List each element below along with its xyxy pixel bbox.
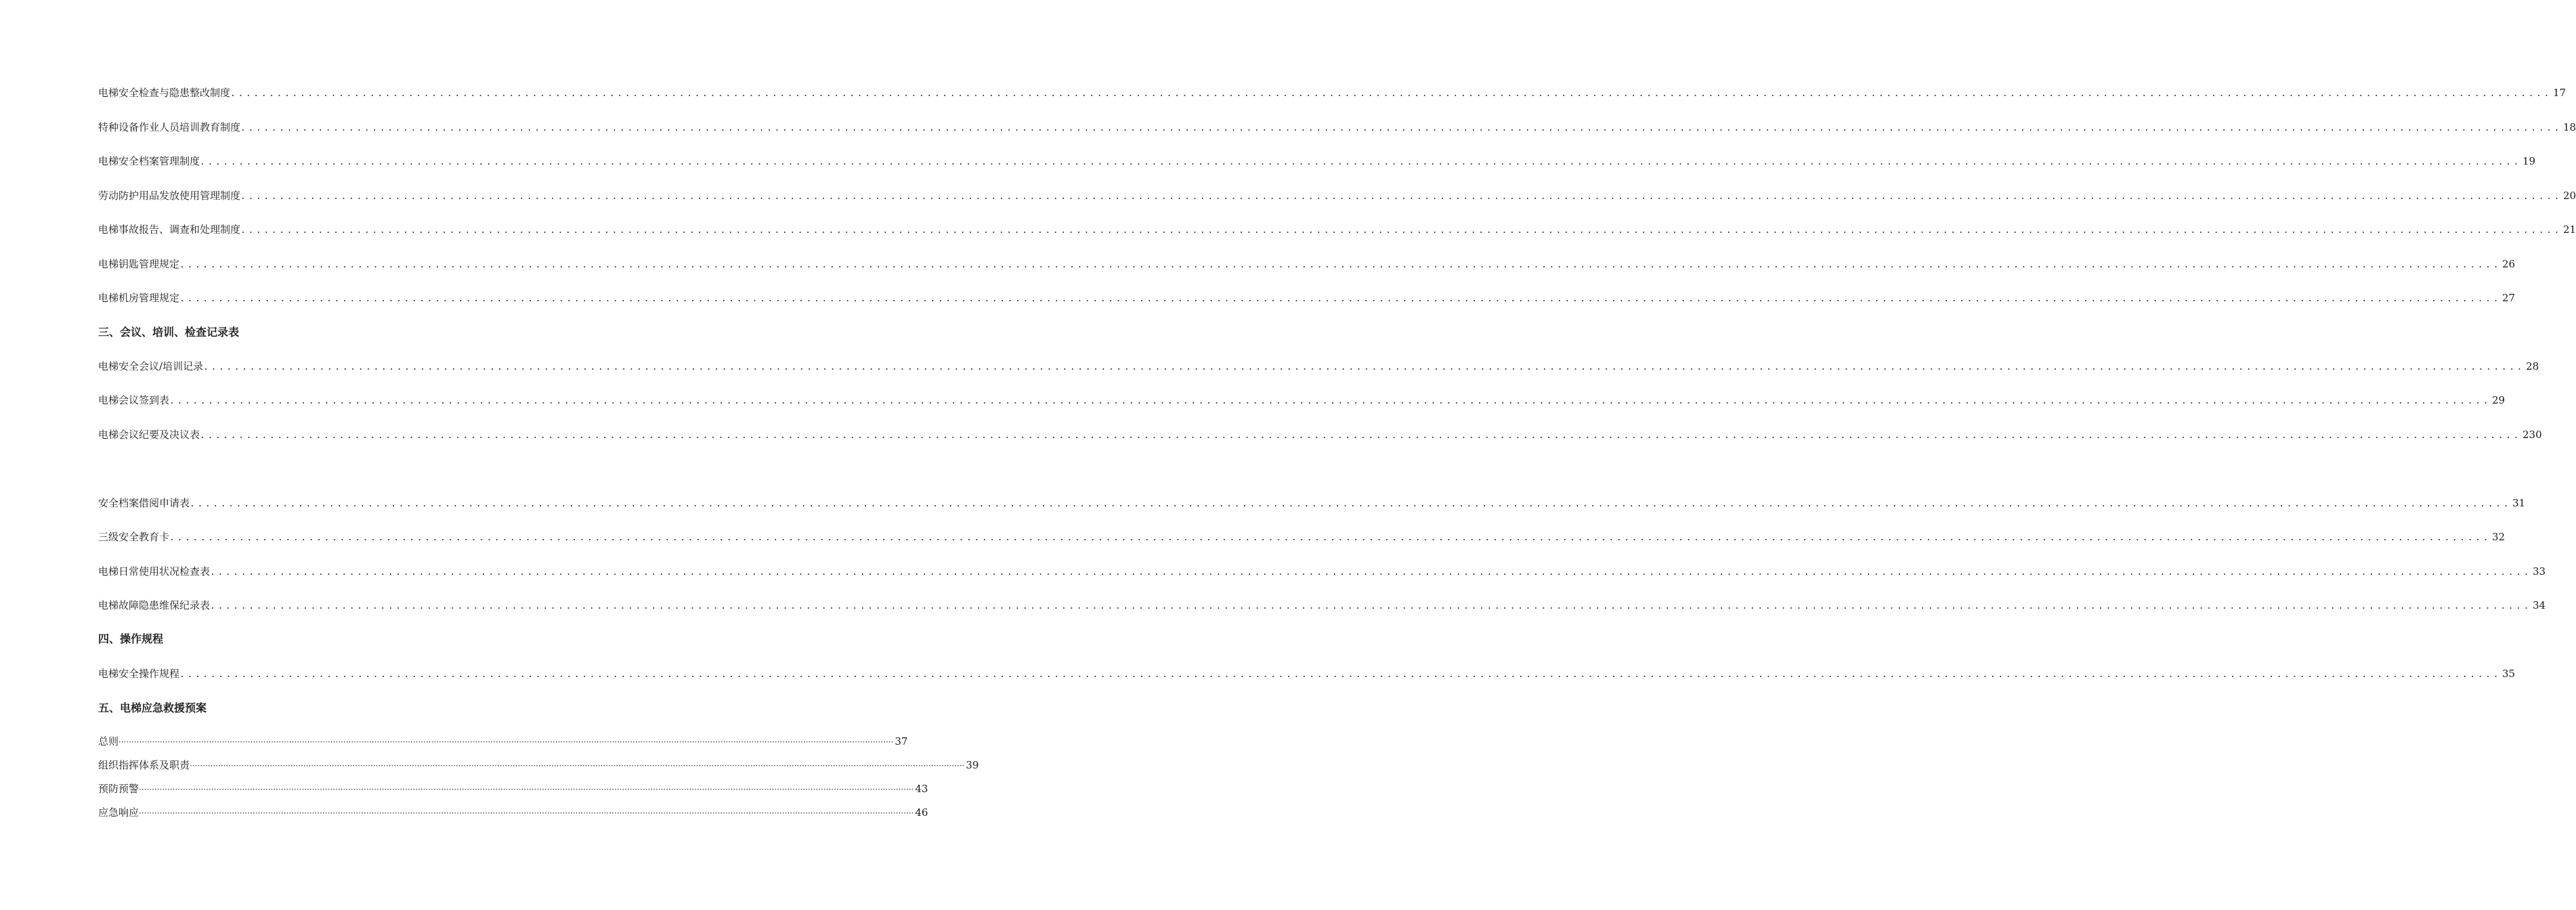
toc-entry[interactable] (98, 565, 2546, 580)
dot-leader: ............................................................................................................................................................................................................................................................................................................ (210, 601, 2532, 611)
toc-entry-title: 特种设备作业人员培训教育制度 (98, 121, 241, 133)
toc-entry[interactable] (98, 121, 2576, 135)
toc-entry[interactable] (98, 758, 979, 773)
toc-entry-page: 18 (2563, 121, 2576, 133)
toc-entry[interactable] (98, 782, 928, 796)
toc-entry[interactable] (98, 735, 908, 749)
toc-entry-title: 电梯钥匙管理规定 (98, 258, 180, 270)
toc-entry-page: 33 (2533, 565, 2546, 578)
toc-entry-page: 28 (2526, 360, 2539, 372)
toc-entry-title: 总则 (98, 735, 119, 748)
dot-leader: ............................................................................................................................................................................................................................................................................................................ (240, 225, 2562, 236)
dot-leader: ............................................................................................................................................................................................................................................................................................................ (179, 260, 2502, 270)
dot-leader: ············································································································································································································································································································ (139, 785, 914, 794)
toc-entry-title: 电梯安全会议/培训记录 (98, 360, 204, 372)
toc-entry-page: 46 (915, 806, 928, 819)
dot-leader: ............................................................................................................................................................................................................................................................................................................ (230, 89, 2552, 99)
toc-entry-title: 应急响应 (98, 806, 139, 819)
toc-entry-title: 电梯日常使用状况检查表 (98, 565, 211, 578)
dot-leader: ............................................................................................................................................................................................................................................................................................................ (179, 294, 2502, 304)
toc-entry-page: 26 (2502, 258, 2516, 270)
dot-leader: ............................................................................................................................................................................................................................................................................................................ (190, 499, 2512, 509)
toc-entry-page: 230 (2523, 429, 2542, 441)
dot-leader: ............................................................................................................................................................................................................................................................................................................ (240, 192, 2562, 202)
toc-entry-page: 37 (895, 735, 908, 748)
toc-entry[interactable] (98, 496, 2526, 511)
toc-entry-title: 三级安全教育卡 (98, 531, 170, 543)
toc-entry-page: 27 (2502, 292, 2516, 304)
toc-entry[interactable] (98, 223, 2576, 238)
section-heading: 五、电梯应急救援预案 (98, 701, 207, 714)
toc-entry[interactable] (98, 806, 928, 820)
dot-leader: ············································································································································································································································································································ (190, 761, 965, 771)
toc-entry-title: 安全档案借阅申请表 (98, 497, 190, 509)
toc-entry-page: 17 (2553, 87, 2567, 99)
toc-entry-title: 预防预警 (98, 783, 139, 795)
toc-entry[interactable] (98, 360, 2539, 374)
toc-entry[interactable] (98, 428, 2542, 443)
toc-entry-title: 电梯安全检查与隐患整改制度 (98, 87, 231, 99)
toc-entry-title: 组织指挥体系及职责 (98, 759, 190, 771)
dot-leader: ............................................................................................................................................................................................................................................................................................................ (179, 670, 2502, 680)
toc-entry-title: 电梯会议纪要及决议表 (98, 429, 200, 441)
section-heading: 三、会议、培训、检查记录表 (98, 326, 240, 339)
dot-leader: ............................................................................................................................................................................................................................................................................................................ (200, 157, 2522, 167)
toc-entry-title: 电梯机房管理规定 (98, 292, 180, 304)
toc-entry[interactable] (98, 667, 2516, 682)
dot-leader: ............................................................................................................................................................................................................................................................................................................ (169, 396, 2491, 406)
toc-entry-page: 29 (2492, 394, 2506, 406)
toc-entry-title: 电梯安全操作规程 (98, 668, 180, 680)
toc-entry-page: 21 (2563, 223, 2576, 236)
toc-entry[interactable] (98, 530, 2506, 545)
toc-entry[interactable] (98, 291, 2516, 306)
toc-entry-title: 电梯故障隐患维保纪录表 (98, 599, 211, 611)
toc-entry[interactable] (98, 599, 2546, 613)
toc-entry-page: 20 (2563, 190, 2576, 202)
toc-entry[interactable] (98, 257, 2516, 272)
toc-entry-page: 31 (2512, 497, 2526, 509)
toc-entry[interactable] (98, 393, 2506, 408)
toc-entry-page: 39 (966, 759, 979, 771)
dot-leader: ............................................................................................................................................................................................................................................................................................................ (200, 431, 2522, 441)
toc-entry-page: 34 (2533, 599, 2546, 611)
toc-entry[interactable] (98, 86, 2567, 101)
toc-entry-title: 劳动防护用品发放使用管理制度 (98, 190, 241, 202)
toc-entry-page: 32 (2492, 531, 2506, 543)
toc-entry-page: 35 (2502, 668, 2516, 680)
toc-entry-title: 电梯事故报告、调查和处理制度 (98, 223, 241, 236)
dot-leader: ············································································································································································································································································································ (139, 808, 914, 818)
dot-leader: ............................................................................................................................................................................................................................................................................................................ (240, 123, 2562, 133)
dot-leader: ············································································································································································································································································································ (119, 737, 894, 747)
toc-entry-page: 19 (2523, 155, 2536, 167)
toc-entry[interactable] (98, 189, 2576, 204)
section-heading: 四、操作规程 (98, 632, 164, 645)
toc-entry-title: 电梯安全档案管理制度 (98, 155, 200, 167)
toc-entry-page: 43 (915, 783, 928, 795)
dot-leader: ............................................................................................................................................................................................................................................................................................................ (210, 567, 2532, 578)
dot-leader: ............................................................................................................................................................................................................................................................................................................ (203, 362, 2525, 372)
dot-leader: ............................................................................................................................................................................................................................................................................................................ (169, 533, 2491, 543)
toc-entry[interactable] (98, 154, 2536, 169)
toc-entry-title: 电梯会议签到表 (98, 394, 170, 406)
